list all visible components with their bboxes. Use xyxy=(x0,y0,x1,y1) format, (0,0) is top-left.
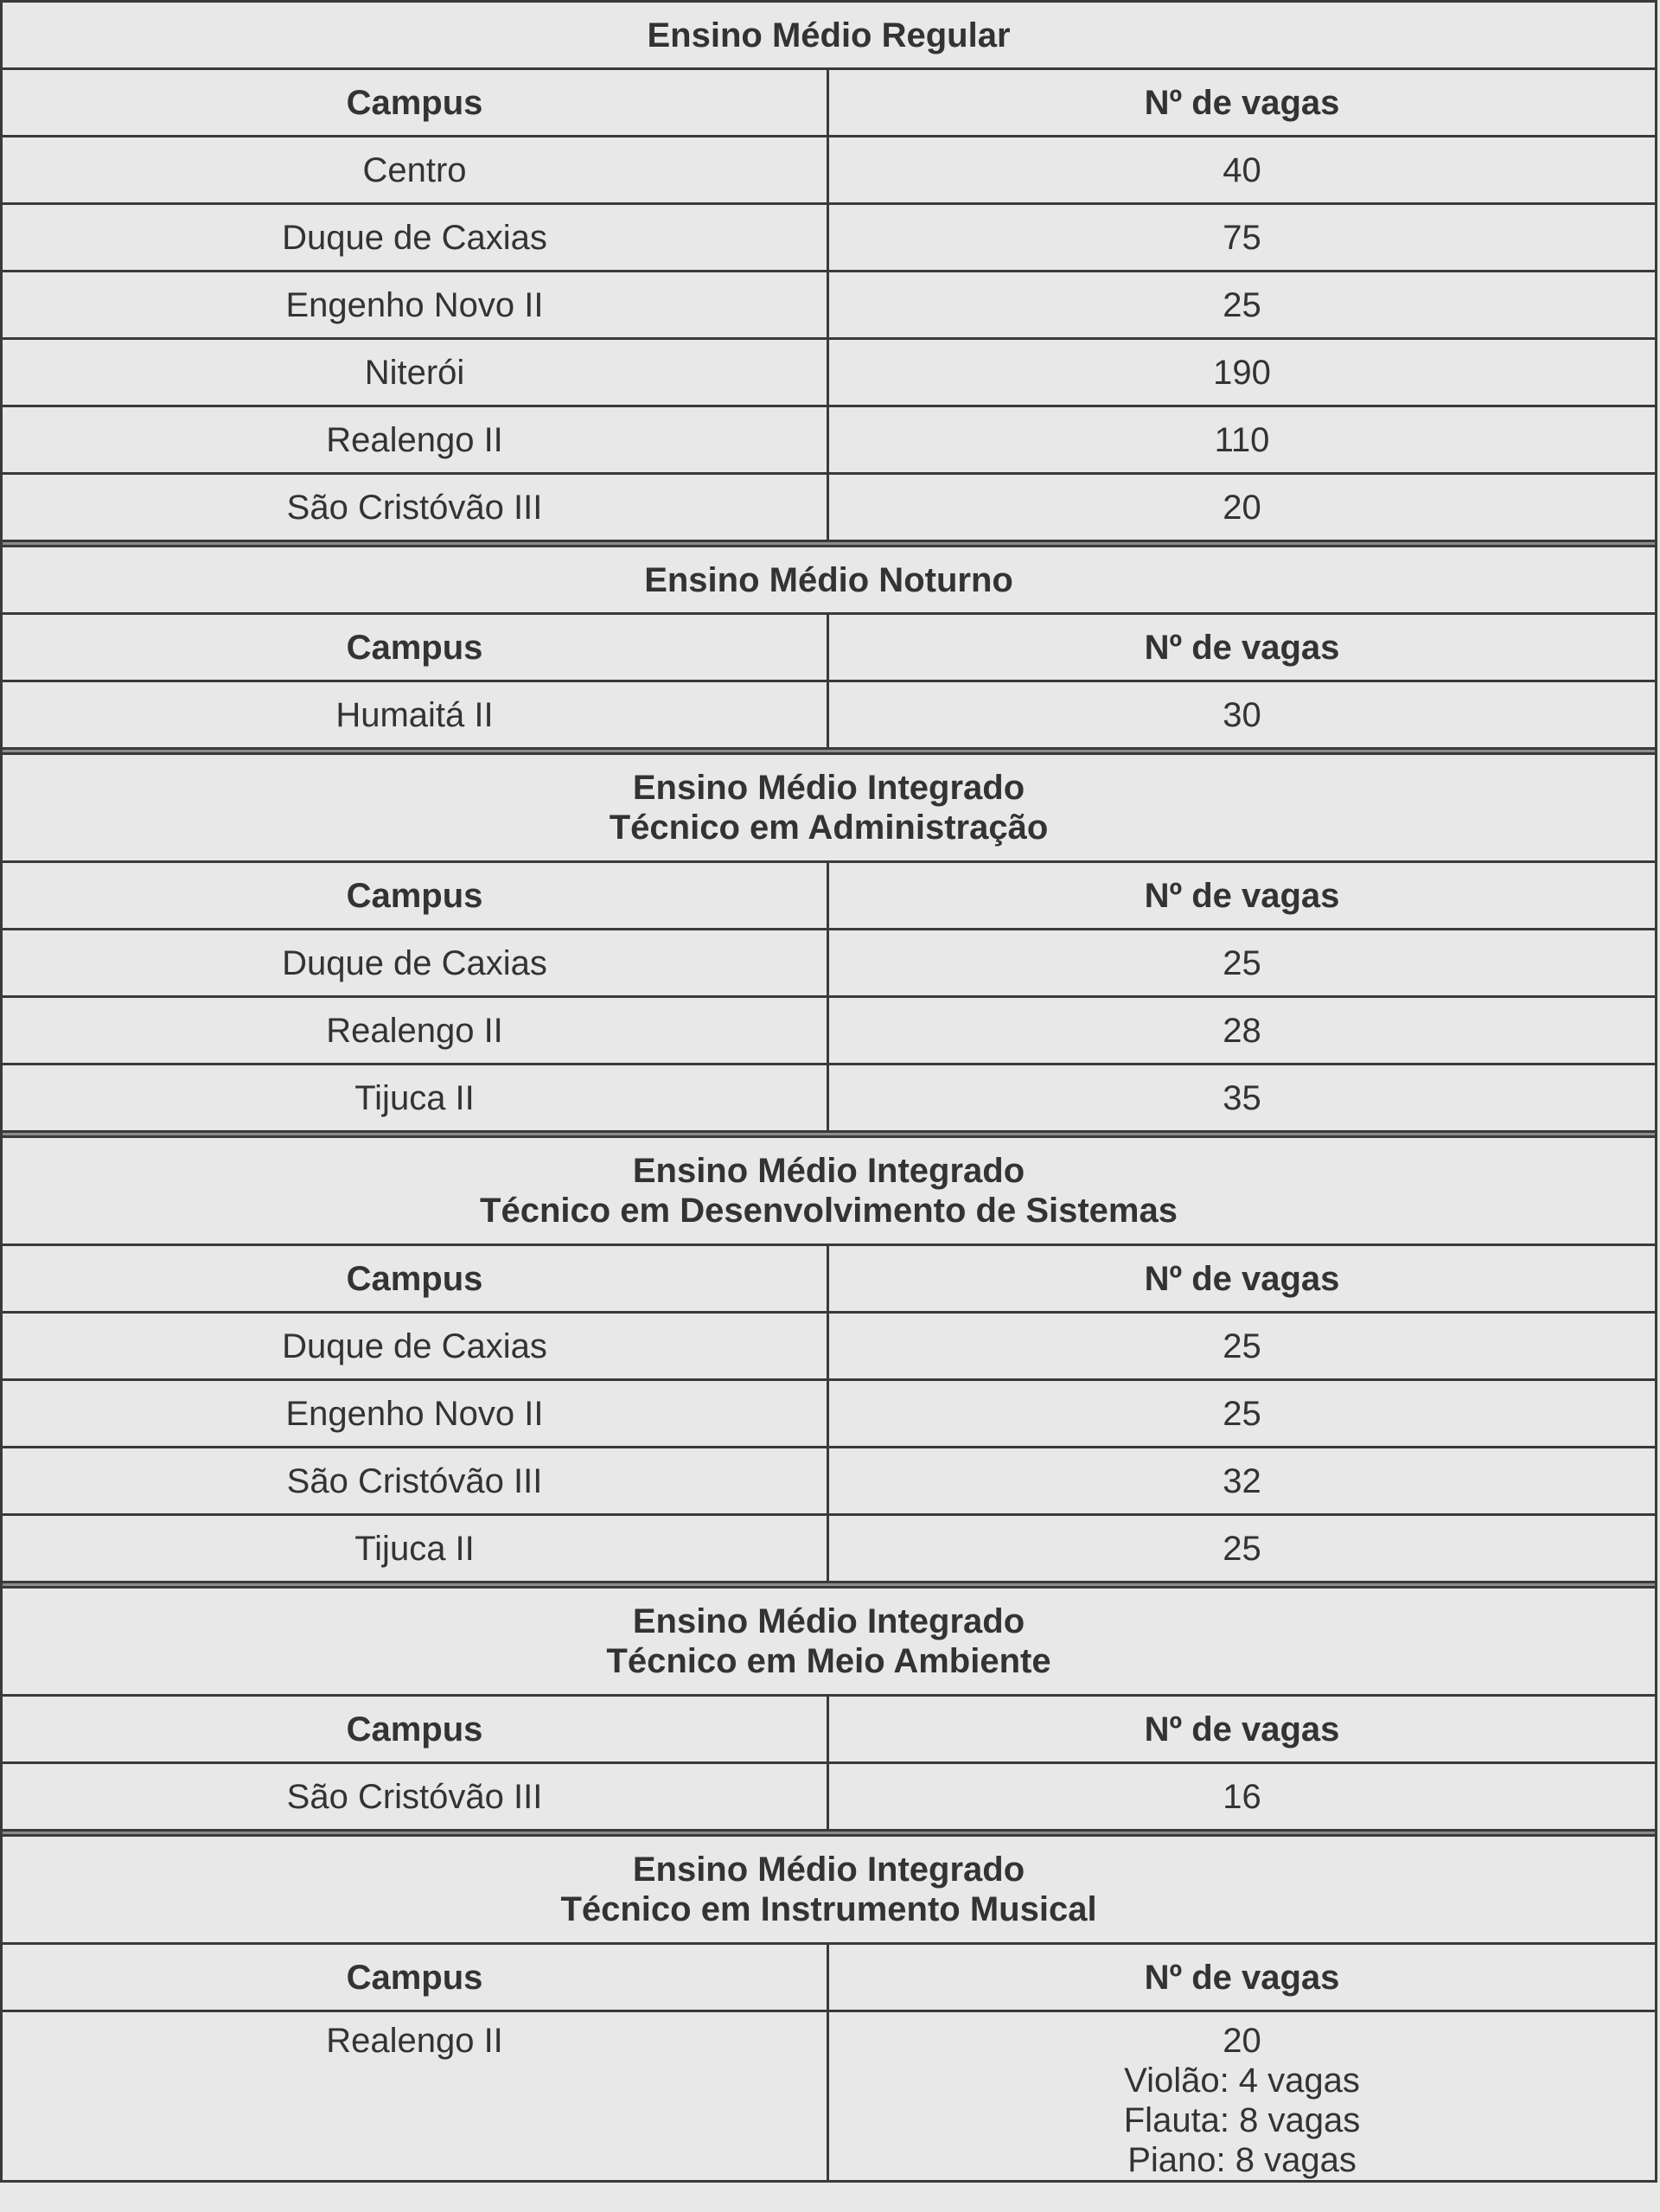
column-header-vagas: Nº de vagas xyxy=(827,1942,1657,2010)
vagas-cell: 25 xyxy=(827,1378,1657,1446)
table-bottom-border xyxy=(0,2180,1657,2183)
column-header-row xyxy=(0,67,1657,135)
vagas-cell: 28 xyxy=(827,995,1657,1063)
section-title-row xyxy=(0,752,1657,860)
table-row xyxy=(0,1311,1657,1378)
table-row xyxy=(0,1063,1657,1130)
column-header-row xyxy=(0,612,1657,680)
column-header-campus: Campus xyxy=(0,860,827,928)
section-title-row xyxy=(0,1135,1657,1243)
campus-cell: Engenho Novo II xyxy=(0,270,827,337)
section-title-line: Técnico em Meio Ambiente xyxy=(606,1642,1051,1680)
column-header-row xyxy=(0,1694,1657,1761)
table-row xyxy=(0,1378,1657,1446)
column-header-row xyxy=(0,1243,1657,1311)
column-header-vagas: Nº de vagas xyxy=(827,1243,1657,1311)
vagas-cell: 75 xyxy=(827,202,1657,270)
campus-cell: Humaitá II xyxy=(0,680,827,747)
vagas-cell: 32 xyxy=(827,1446,1657,1513)
section-title-row xyxy=(0,545,1657,612)
section-title xyxy=(0,545,1657,612)
column-header-vagas: Nº de vagas xyxy=(827,1694,1657,1761)
section-title-line: Ensino Médio Integrado xyxy=(632,1152,1025,1190)
campus-cell: Niterói xyxy=(0,337,827,405)
vagas-cell: 25 xyxy=(827,270,1657,337)
vagas-cell xyxy=(827,2010,1657,2180)
column-header-campus: Campus xyxy=(0,612,827,680)
section-title-line: Técnico em Desenvolvimento de Sistemas xyxy=(480,1192,1178,1230)
vagas-detail: Violão: 4 vagas xyxy=(1124,2062,1360,2100)
vagas-cell: 30 xyxy=(827,680,1657,747)
vagas-cell: 35 xyxy=(827,1063,1657,1130)
vagas-cell: 190 xyxy=(827,337,1657,405)
campus-cell: Duque de Caxias xyxy=(0,202,827,270)
campus-cell: São Cristóvão III xyxy=(0,472,827,540)
vagas-detail: Flauta: 8 vagas xyxy=(1123,2101,1361,2139)
vagas-cell: 40 xyxy=(827,135,1657,202)
section-title xyxy=(0,1135,1657,1243)
column-header-campus: Campus xyxy=(0,1243,827,1311)
table-row xyxy=(0,680,1657,747)
campus-name: Realengo II xyxy=(326,2022,503,2060)
table-bottom-border-cell xyxy=(0,2180,1657,2183)
section-title-line: Ensino Médio Integrado xyxy=(632,1602,1025,1640)
campus-cell: Duque de Caxias xyxy=(0,928,827,995)
campus-cell: Realengo II xyxy=(0,995,827,1063)
table-row xyxy=(0,135,1657,202)
table-row xyxy=(0,405,1657,472)
section-title-line: Técnico em Instrumento Musical xyxy=(560,1890,1097,1928)
section-title-row xyxy=(0,1834,1657,1942)
section-title xyxy=(0,1834,1657,1942)
column-header-campus: Campus xyxy=(0,1694,827,1761)
column-header-campus: Campus xyxy=(0,67,827,135)
column-header-row xyxy=(0,1942,1657,2010)
table-row xyxy=(0,1446,1657,1513)
section-title-line: Ensino Médio Integrado xyxy=(632,1851,1025,1889)
table-row xyxy=(0,337,1657,405)
campus-cell: Tijuca II xyxy=(0,1513,827,1581)
section-title xyxy=(0,752,1657,860)
section-title xyxy=(0,1586,1657,1694)
campus-cell: São Cristóvão III xyxy=(0,1761,827,1829)
table-row xyxy=(0,472,1657,540)
section-title-row xyxy=(0,0,1657,67)
table-row xyxy=(0,2010,1657,2180)
section-title-line: Ensino Médio Regular xyxy=(647,16,1011,54)
vagas-cell: 25 xyxy=(827,1513,1657,1581)
campus-cell: Realengo II xyxy=(0,405,827,472)
section-title-line: Técnico em Administração xyxy=(609,809,1049,847)
section-title-line: Ensino Médio Noturno xyxy=(644,560,1013,599)
vagas-cell: 25 xyxy=(827,928,1657,995)
vagas-cell: 110 xyxy=(827,405,1657,472)
column-header-row xyxy=(0,860,1657,928)
table-row xyxy=(0,928,1657,995)
campus-cell xyxy=(0,2010,827,2180)
column-header-vagas: Nº de vagas xyxy=(827,612,1657,680)
table-row xyxy=(0,270,1657,337)
column-header-vagas: Nº de vagas xyxy=(827,67,1657,135)
section-title-line: Ensino Médio Integrado xyxy=(632,769,1025,807)
column-header-campus: Campus xyxy=(0,1942,827,2010)
section-title-row xyxy=(0,1586,1657,1694)
vagas-cell: 25 xyxy=(827,1311,1657,1378)
section-title xyxy=(0,0,1657,67)
campus-cell: São Cristóvão III xyxy=(0,1446,827,1513)
campus-cell: Centro xyxy=(0,135,827,202)
table-row xyxy=(0,1761,1657,1829)
campus-cell: Tijuca II xyxy=(0,1063,827,1130)
vagas-cell: 20 xyxy=(827,472,1657,540)
vagas-cell: 16 xyxy=(827,1761,1657,1829)
vagas-total: 20 xyxy=(1223,2022,1261,2060)
table-row xyxy=(0,1513,1657,1581)
table-row xyxy=(0,202,1657,270)
column-header-vagas: Nº de vagas xyxy=(827,860,1657,928)
table-row xyxy=(0,995,1657,1063)
campus-cell: Engenho Novo II xyxy=(0,1378,827,1446)
vagas-detail: Piano: 8 vagas xyxy=(1127,2141,1357,2179)
campus-cell: Duque de Caxias xyxy=(0,1311,827,1378)
